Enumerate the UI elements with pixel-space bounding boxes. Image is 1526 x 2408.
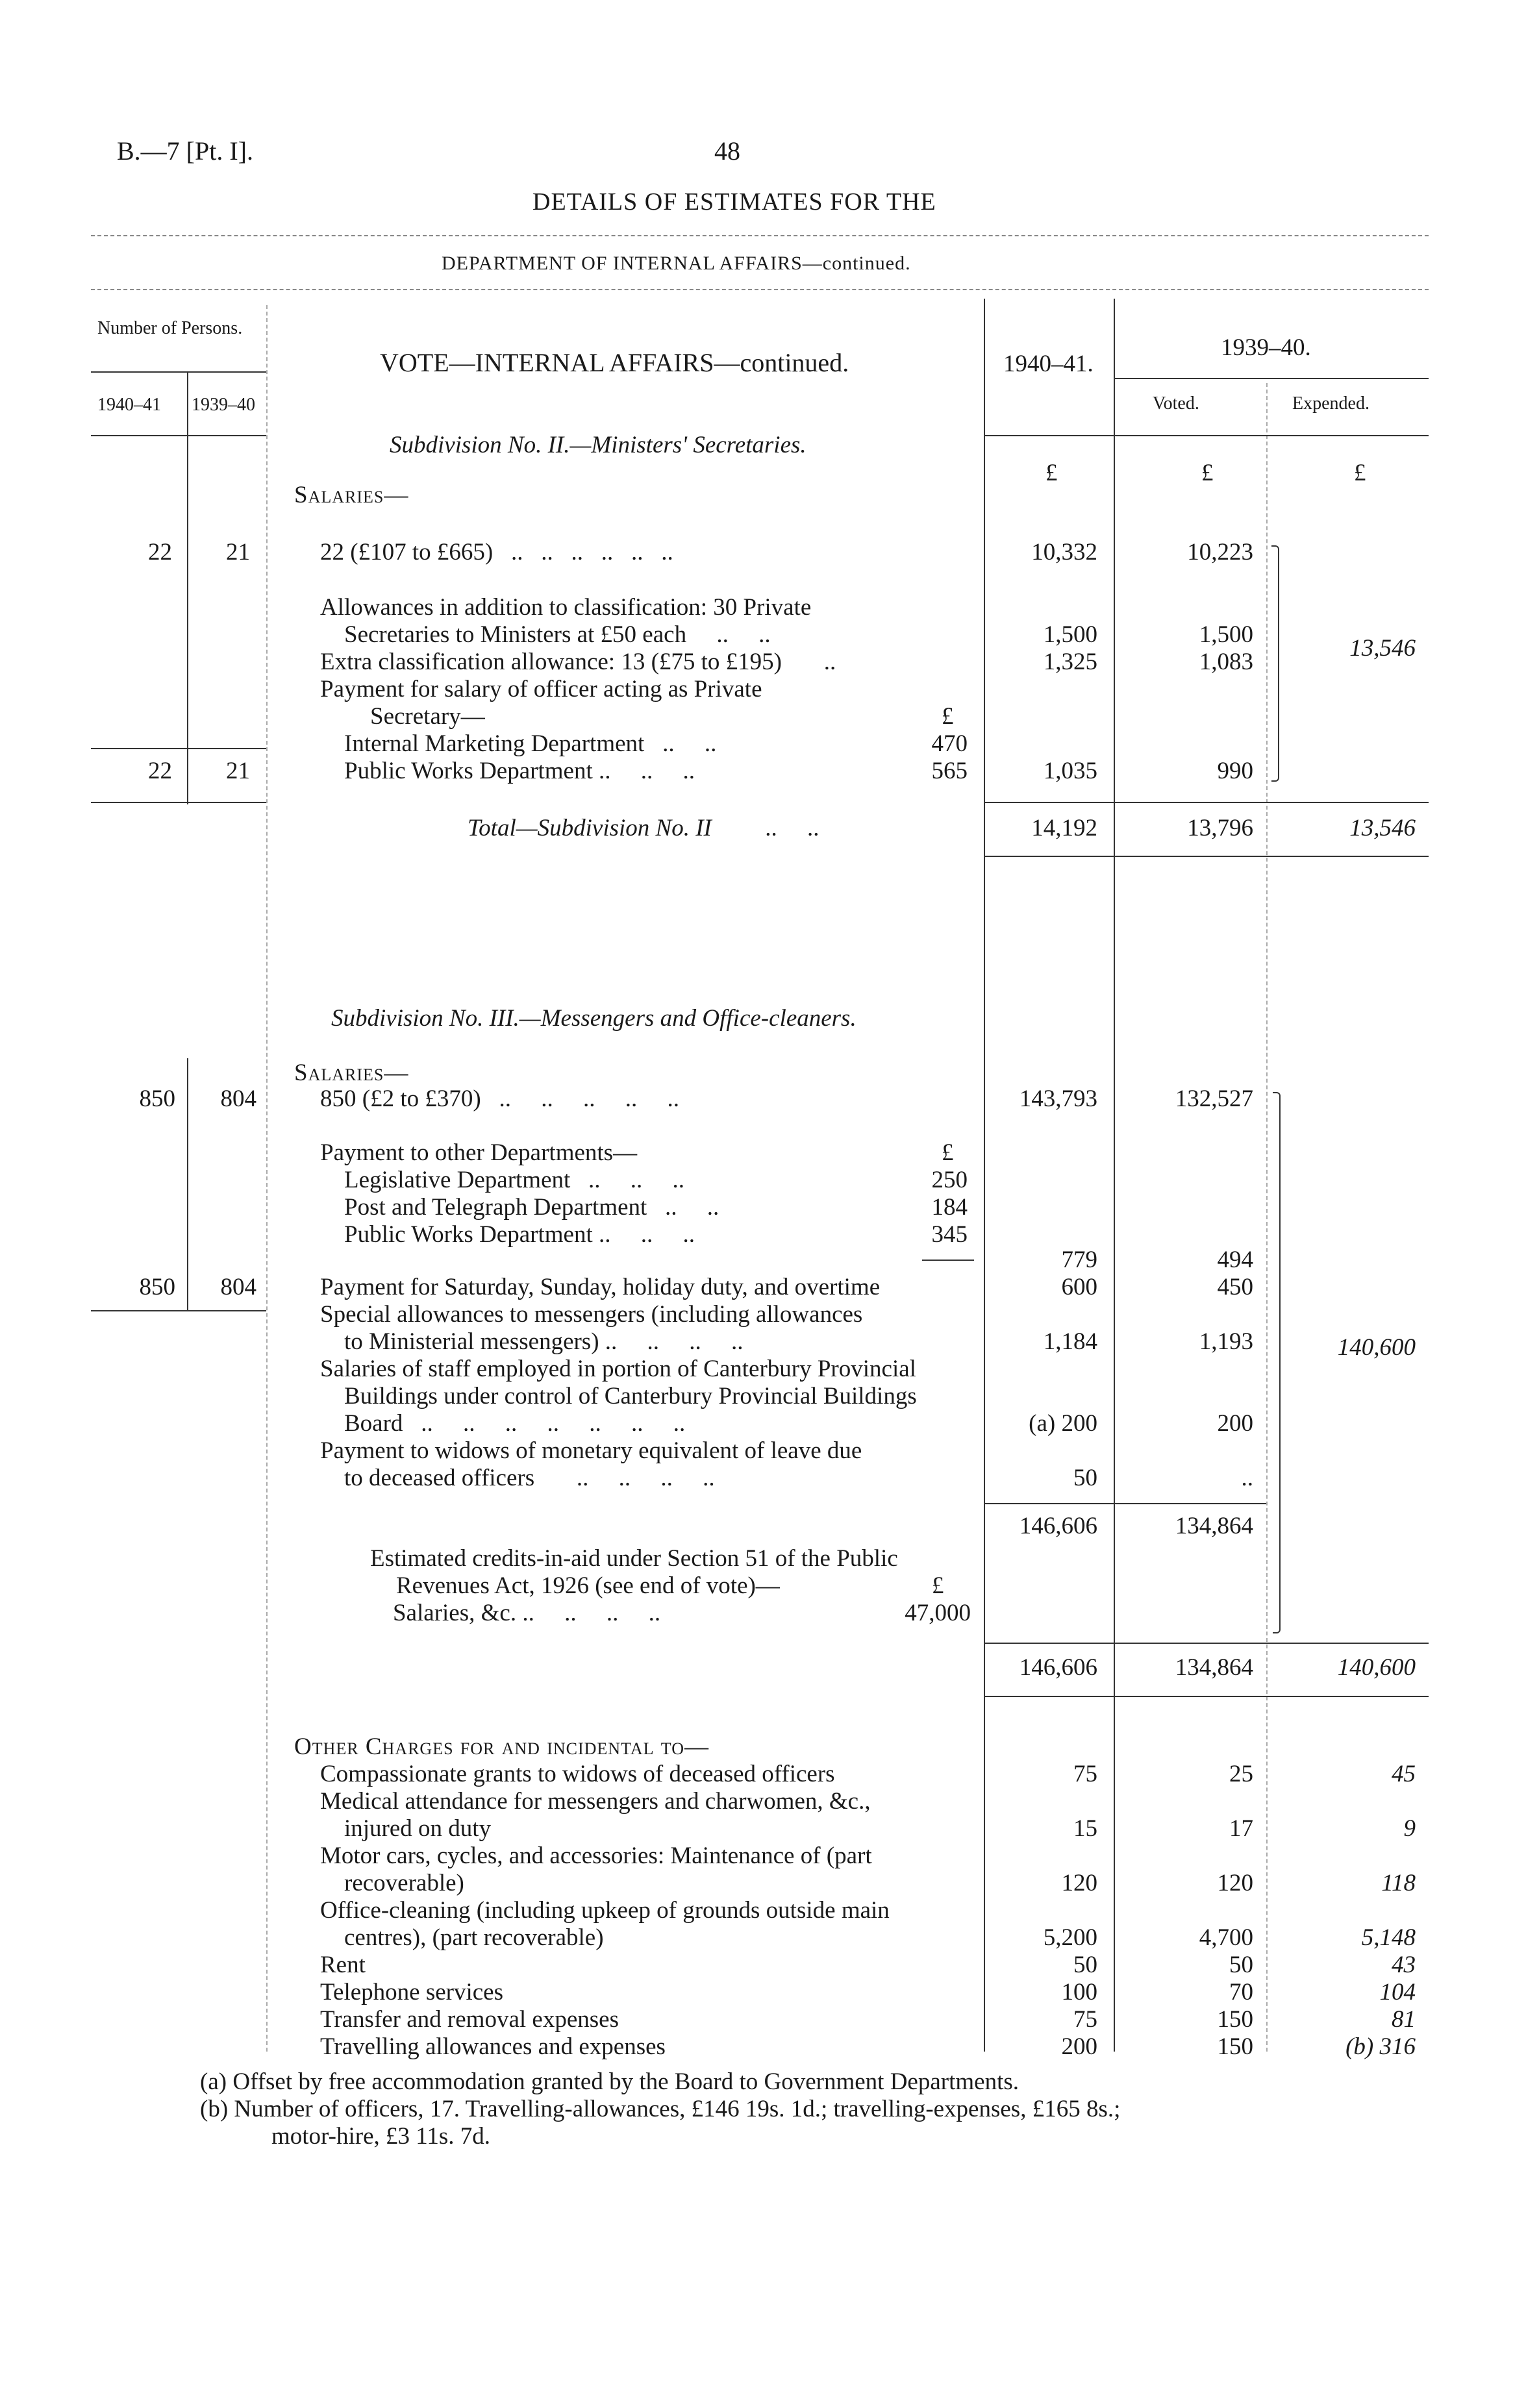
- voted-expended-divider: [1266, 383, 1268, 2052]
- sub2-allowances-voted: 1,500: [1199, 621, 1253, 648]
- persons-header: [97, 318, 243, 339]
- sub3-expended-brace: 140,600: [1337, 1334, 1416, 1361]
- other-charge-voted: 150: [1217, 2033, 1253, 2060]
- sub2-persons-bottom-rule: [91, 802, 266, 803]
- sub3-special-1940: 1,184: [1043, 1328, 1097, 1355]
- col-1939-header: 1939–40.: [1221, 334, 1311, 361]
- footnote-b-line2: motor-hire, £3 11s. 7d.: [271, 2123, 491, 2150]
- sub2-total-1940: 14,192: [1031, 815, 1097, 841]
- col-1940-right-rule: [1114, 299, 1115, 2052]
- document-reference: B.—7 [Pt. I].: [117, 136, 253, 166]
- sub3-leg-amount: 250: [931, 1167, 968, 1193]
- col-1940-left-rule: [984, 299, 985, 2052]
- pound-sign-voted: £: [1201, 460, 1214, 486]
- sub2-total-persons-1939: 21: [226, 758, 250, 784]
- other-charge-line2: centres), (part recoverable): [344, 1924, 604, 1951]
- sub3-estimated-amount: 47,000: [905, 1600, 971, 1626]
- other-charge-1940: 100: [1061, 1979, 1097, 2005]
- sub3-post-text: Post and Telegraph Department: [344, 1194, 647, 1221]
- persons-divider: [187, 371, 188, 804]
- sub2-pwd-1940: 1,035: [1043, 758, 1097, 784]
- other-charge-line2: recoverable): [344, 1870, 464, 1896]
- other-charge-voted: 120: [1217, 1870, 1253, 1896]
- sub3-special-voted: 1,193: [1199, 1328, 1253, 1355]
- sub2-salary-voted: 10,223: [1187, 539, 1253, 565]
- other-charge-1940: 120: [1061, 1870, 1097, 1896]
- sub3-saturday-text: Payment for Saturday, Sunday, holiday duty, and overtime: [320, 1274, 881, 1300]
- sub2-salary-1940: 10,332: [1031, 539, 1097, 565]
- other-charge-expended: 118: [1381, 1870, 1416, 1896]
- sub2-extra-1940: 1,325: [1043, 649, 1097, 675]
- sub2-imd-row: Internal Marketing Department .. ..: [344, 730, 717, 757]
- other-charge-voted: 4,700: [1199, 1924, 1253, 1951]
- sub3-canterbury-line2: Buildings under control of Canterbury Provincial Buildings: [344, 1383, 917, 1409]
- other-charge-expended: 45: [1392, 1761, 1416, 1787]
- sub2-pwd-text: Public Works Department: [344, 758, 593, 784]
- other-charge-expended: 104: [1379, 1979, 1416, 2005]
- sub2-pwd-voted: 990: [1217, 758, 1253, 784]
- sub2-extra-text: Extra classification allowance: 13 (£75 to £195): [320, 649, 782, 675]
- sub2-pwd-row: Public Works Department .. .. ..: [344, 758, 695, 784]
- sub2-salary-desc: 22 (£107 to £665): [320, 539, 494, 565]
- subdivision-3-heading: Subdivision No. III.—Messengers and Office-cleaners.: [331, 1005, 857, 1032]
- other-charge-expended: 81: [1392, 2006, 1416, 2033]
- sub2-pay-pound: £: [942, 703, 954, 730]
- sub3-widows-line2: to deceased officers .. .. .. ..: [344, 1465, 715, 1491]
- sub3-post-amount: 184: [931, 1194, 968, 1221]
- sub2-pay-line1: Payment for salary of officer acting as Private: [320, 676, 762, 702]
- department-rule: [91, 289, 1429, 290]
- persons-header-label: Number of Persons.: [97, 318, 243, 338]
- sub3-estimated-text3: Salaries, &c.: [393, 1600, 517, 1626]
- sub2-brace: [1271, 545, 1279, 782]
- other-charge-line1: Transfer and removal expenses: [320, 2006, 619, 2033]
- sub2-extra-row: Extra classification allowance: 13 (£75 to £195) ..: [320, 649, 836, 675]
- sub3-salary-voted: 132,527: [1175, 1086, 1253, 1112]
- other-charge-expended: 9: [1403, 1815, 1416, 1842]
- other-charge-line1: Office-cleaning (including upkeep of grounds outside main: [320, 1897, 890, 1924]
- sub3-leg-row: Legislative Department .. .. ..: [344, 1167, 685, 1193]
- footnote-a: (a) Offset by free accommodation granted by the Board to Government Departments.: [200, 2068, 1019, 2095]
- sub3-pw-row: Public Works Department .. .. ..: [344, 1221, 695, 1248]
- sub3-pay-other-1940: 779: [1061, 1247, 1097, 1273]
- other-charge-1940: 200: [1061, 2033, 1097, 2060]
- vote-title: VOTE—INTERNAL AFFAIRS—continued.: [380, 348, 849, 377]
- pound-sign-expended: £: [1354, 460, 1366, 486]
- department-heading: DEPARTMENT OF INTERNAL AFFAIRS—continued.: [442, 253, 911, 274]
- sub3-salary-row: 850 (£2 to £370) .. .. .. .. ..: [320, 1086, 679, 1112]
- sub3-persons-bottom-rule: [91, 1310, 266, 1311]
- sub2-persons-1940: 22: [148, 539, 172, 565]
- voted-header: Voted.: [1153, 393, 1199, 414]
- persons-column-edge: [266, 305, 268, 2052]
- persons-year-1939: 1939–40: [192, 395, 255, 415]
- sub3-pay-pound: £: [942, 1139, 954, 1166]
- sub3-estimated-pound: £: [932, 1572, 944, 1599]
- other-charge-line1: Telephone services: [320, 1979, 503, 2005]
- sub3-estimated-line3: Salaries, &c. .. .. .. ..: [393, 1600, 661, 1626]
- footnote-b-line1: (b) Number of officers, 17. Travelling-allowances, £146 19s. 1d.; travelling-expenses, £165 8s.;: [200, 2096, 1121, 2122]
- sub3-total-rule-top: [984, 1643, 1429, 1644]
- sub2-salaries-label: Salaries—: [294, 482, 409, 508]
- sub2-allowances-text2: Secretaries to Ministers at £50 each: [344, 621, 687, 648]
- sub3-pay-other-sum-rule: [922, 1260, 974, 1261]
- sub3-salary-1940: 143,793: [1019, 1086, 1097, 1112]
- sub2-pwd-amount: 565: [931, 758, 968, 784]
- sub3-widows-line1: Payment to widows of monetary equivalent of leave due: [320, 1437, 862, 1464]
- sub2-persons-total-rule: [91, 748, 266, 749]
- other-charge-line1: Rent: [320, 1952, 366, 1978]
- sub3-persons-1940: 850: [139, 1086, 175, 1112]
- sub3-pay-other-label: Payment to other Departments—: [320, 1139, 638, 1166]
- other-charge-1940: 15: [1073, 1815, 1097, 1842]
- sub3-total-persons-1939: 804: [220, 1274, 256, 1300]
- title-rule: [91, 235, 1429, 236]
- sub3-special-text2: to Ministerial messengers): [344, 1328, 599, 1355]
- sub3-subtotal-1940: 146,606: [1019, 1513, 1097, 1539]
- sub2-allowances-1940: 1,500: [1043, 621, 1097, 648]
- sub3-special-line1: Special allowances to messengers (including allowances: [320, 1301, 863, 1328]
- sub3-brace: [1273, 1092, 1281, 1633]
- other-charge-line1: Travelling allowances and expenses: [320, 2033, 666, 2060]
- sub2-pay-line2: Secretary—: [370, 703, 485, 730]
- page-title: DETAILS OF ESTIMATES FOR THE: [532, 188, 936, 216]
- other-charge-1940: 75: [1073, 2006, 1097, 2033]
- sub3-total-persons-1940: 850: [139, 1274, 175, 1300]
- sub3-canterbury-1940: (a) 200: [1029, 1410, 1097, 1437]
- sub3-widows-1940: 50: [1073, 1465, 1097, 1491]
- sub2-allowances-line1: Allowances in addition to classification: 30 Private: [320, 594, 812, 621]
- other-charge-line2: injured on duty: [344, 1815, 492, 1842]
- other-charge-voted: 17: [1229, 1815, 1253, 1842]
- sub3-salaries-label: Salaries—: [294, 1060, 409, 1086]
- sub3-widows-text2: to deceased officers: [344, 1465, 535, 1491]
- sub2-total-rule-top: [984, 802, 1429, 803]
- other-charge-line1: Compassionate grants to widows of deceased officers: [320, 1761, 835, 1787]
- persons-header-rule-2: [91, 435, 266, 436]
- sub3-canterbury-line1: Salaries of staff employed in portion of Canterbury Provincial: [320, 1356, 916, 1382]
- sub3-post-row: Post and Telegraph Department .. ..: [344, 1194, 719, 1221]
- persons-header-rule: [91, 371, 266, 373]
- sub3-total-1940: 146,606: [1019, 1654, 1097, 1681]
- other-charge-voted: 25: [1229, 1761, 1253, 1787]
- sub3-canterbury-voted: 200: [1217, 1410, 1253, 1437]
- sub3-total-expended: 140,600: [1337, 1654, 1416, 1681]
- sub3-canterbury-text3: Board: [344, 1410, 403, 1437]
- other-charge-voted: 150: [1217, 2006, 1253, 2033]
- sub3-canterbury-line3: Board .. .. .. .. .. .. ..: [344, 1410, 686, 1437]
- sub2-total-expended: 13,546: [1349, 815, 1416, 841]
- subdivision-2-heading: Subdivision No. II.—Ministers' Secretaries.: [390, 432, 807, 458]
- sub3-pw-amount: 345: [931, 1221, 968, 1248]
- other-charge-voted: 70: [1229, 1979, 1253, 2005]
- sub3-subtotal-voted: 134,864: [1175, 1513, 1253, 1539]
- sub2-total-label: Total—Subdivision No. II: [468, 815, 712, 841]
- other-charge-line1: Motor cars, cycles, and accessories: Maintenance of (part: [320, 1843, 872, 1869]
- sub2-total-row: Total—Subdivision No. II .. ..: [468, 815, 820, 841]
- other-charge-1940: 5,200: [1043, 1924, 1097, 1951]
- other-charge-1940: 75: [1073, 1761, 1097, 1787]
- sub3-saturday-voted: 450: [1217, 1274, 1253, 1300]
- other-charges-heading: Other Charges for and incidental to—: [294, 1733, 709, 1760]
- sub3-saturday-1940: 600: [1061, 1274, 1097, 1300]
- sub2-salary-row: 22 (£107 to £665) .. .. .. .. .. ..: [320, 539, 673, 565]
- other-charge-expended: (b) 316: [1345, 2033, 1416, 2060]
- sub3-special-line2: to Ministerial messengers) .. .. .. ..: [344, 1328, 744, 1355]
- sub3-estimated-line1: Estimated credits-in-aid under Section 51 of the Public: [370, 1545, 898, 1572]
- other-charge-expended: 43: [1392, 1952, 1416, 1978]
- other-charge-voted: 50: [1229, 1952, 1253, 1978]
- sub3-salary-desc: 850 (£2 to £370): [320, 1086, 481, 1112]
- sub3-pay-other-voted: 494: [1217, 1247, 1253, 1273]
- sub2-allowances-line2: Secretaries to Ministers at £50 each .. ..: [344, 621, 771, 648]
- sub3-total-rule-bottom: [984, 1696, 1429, 1697]
- col-1940-header: 1940–41.: [1003, 351, 1094, 377]
- sub2-imd-amount: 470: [931, 730, 968, 757]
- persons-year-1940: 1940–41: [97, 395, 161, 415]
- sub2-total-persons-1940: 22: [148, 758, 172, 784]
- pound-sign-1940: £: [1045, 460, 1058, 486]
- sub3-subtotal-rule: [984, 1503, 1266, 1504]
- sub3-total-voted: 134,864: [1175, 1654, 1253, 1681]
- amount-header-rule: [984, 435, 1429, 436]
- sub2-total-rule-bottom: [984, 856, 1429, 857]
- sub3-pw-text: Public Works Department: [344, 1221, 593, 1248]
- expended-header: Expended.: [1292, 393, 1370, 414]
- sub2-extra-voted: 1,083: [1199, 649, 1253, 675]
- sub2-total-voted: 13,796: [1187, 815, 1253, 841]
- sub2-imd-text: Internal Marketing Department: [344, 730, 645, 757]
- sub2-persons-1939: 21: [226, 539, 250, 565]
- sub3-widows-voted: ..: [1241, 1465, 1253, 1491]
- sub3-persons-1939: 804: [220, 1086, 256, 1112]
- sub2-expended-brace: 13,546: [1349, 635, 1416, 662]
- page-number: 48: [714, 136, 740, 166]
- other-charge-1940: 50: [1073, 1952, 1097, 1978]
- sub3-leg-text: Legislative Department: [344, 1167, 571, 1193]
- other-charge-expended: 5,148: [1361, 1924, 1416, 1951]
- year-1939-rule: [1114, 378, 1429, 379]
- other-charge-line1: Medical attendance for messengers and charwomen, &c.,: [320, 1788, 871, 1815]
- sub3-estimated-line2: Revenues Act, 1926 (see end of vote)—: [396, 1572, 780, 1599]
